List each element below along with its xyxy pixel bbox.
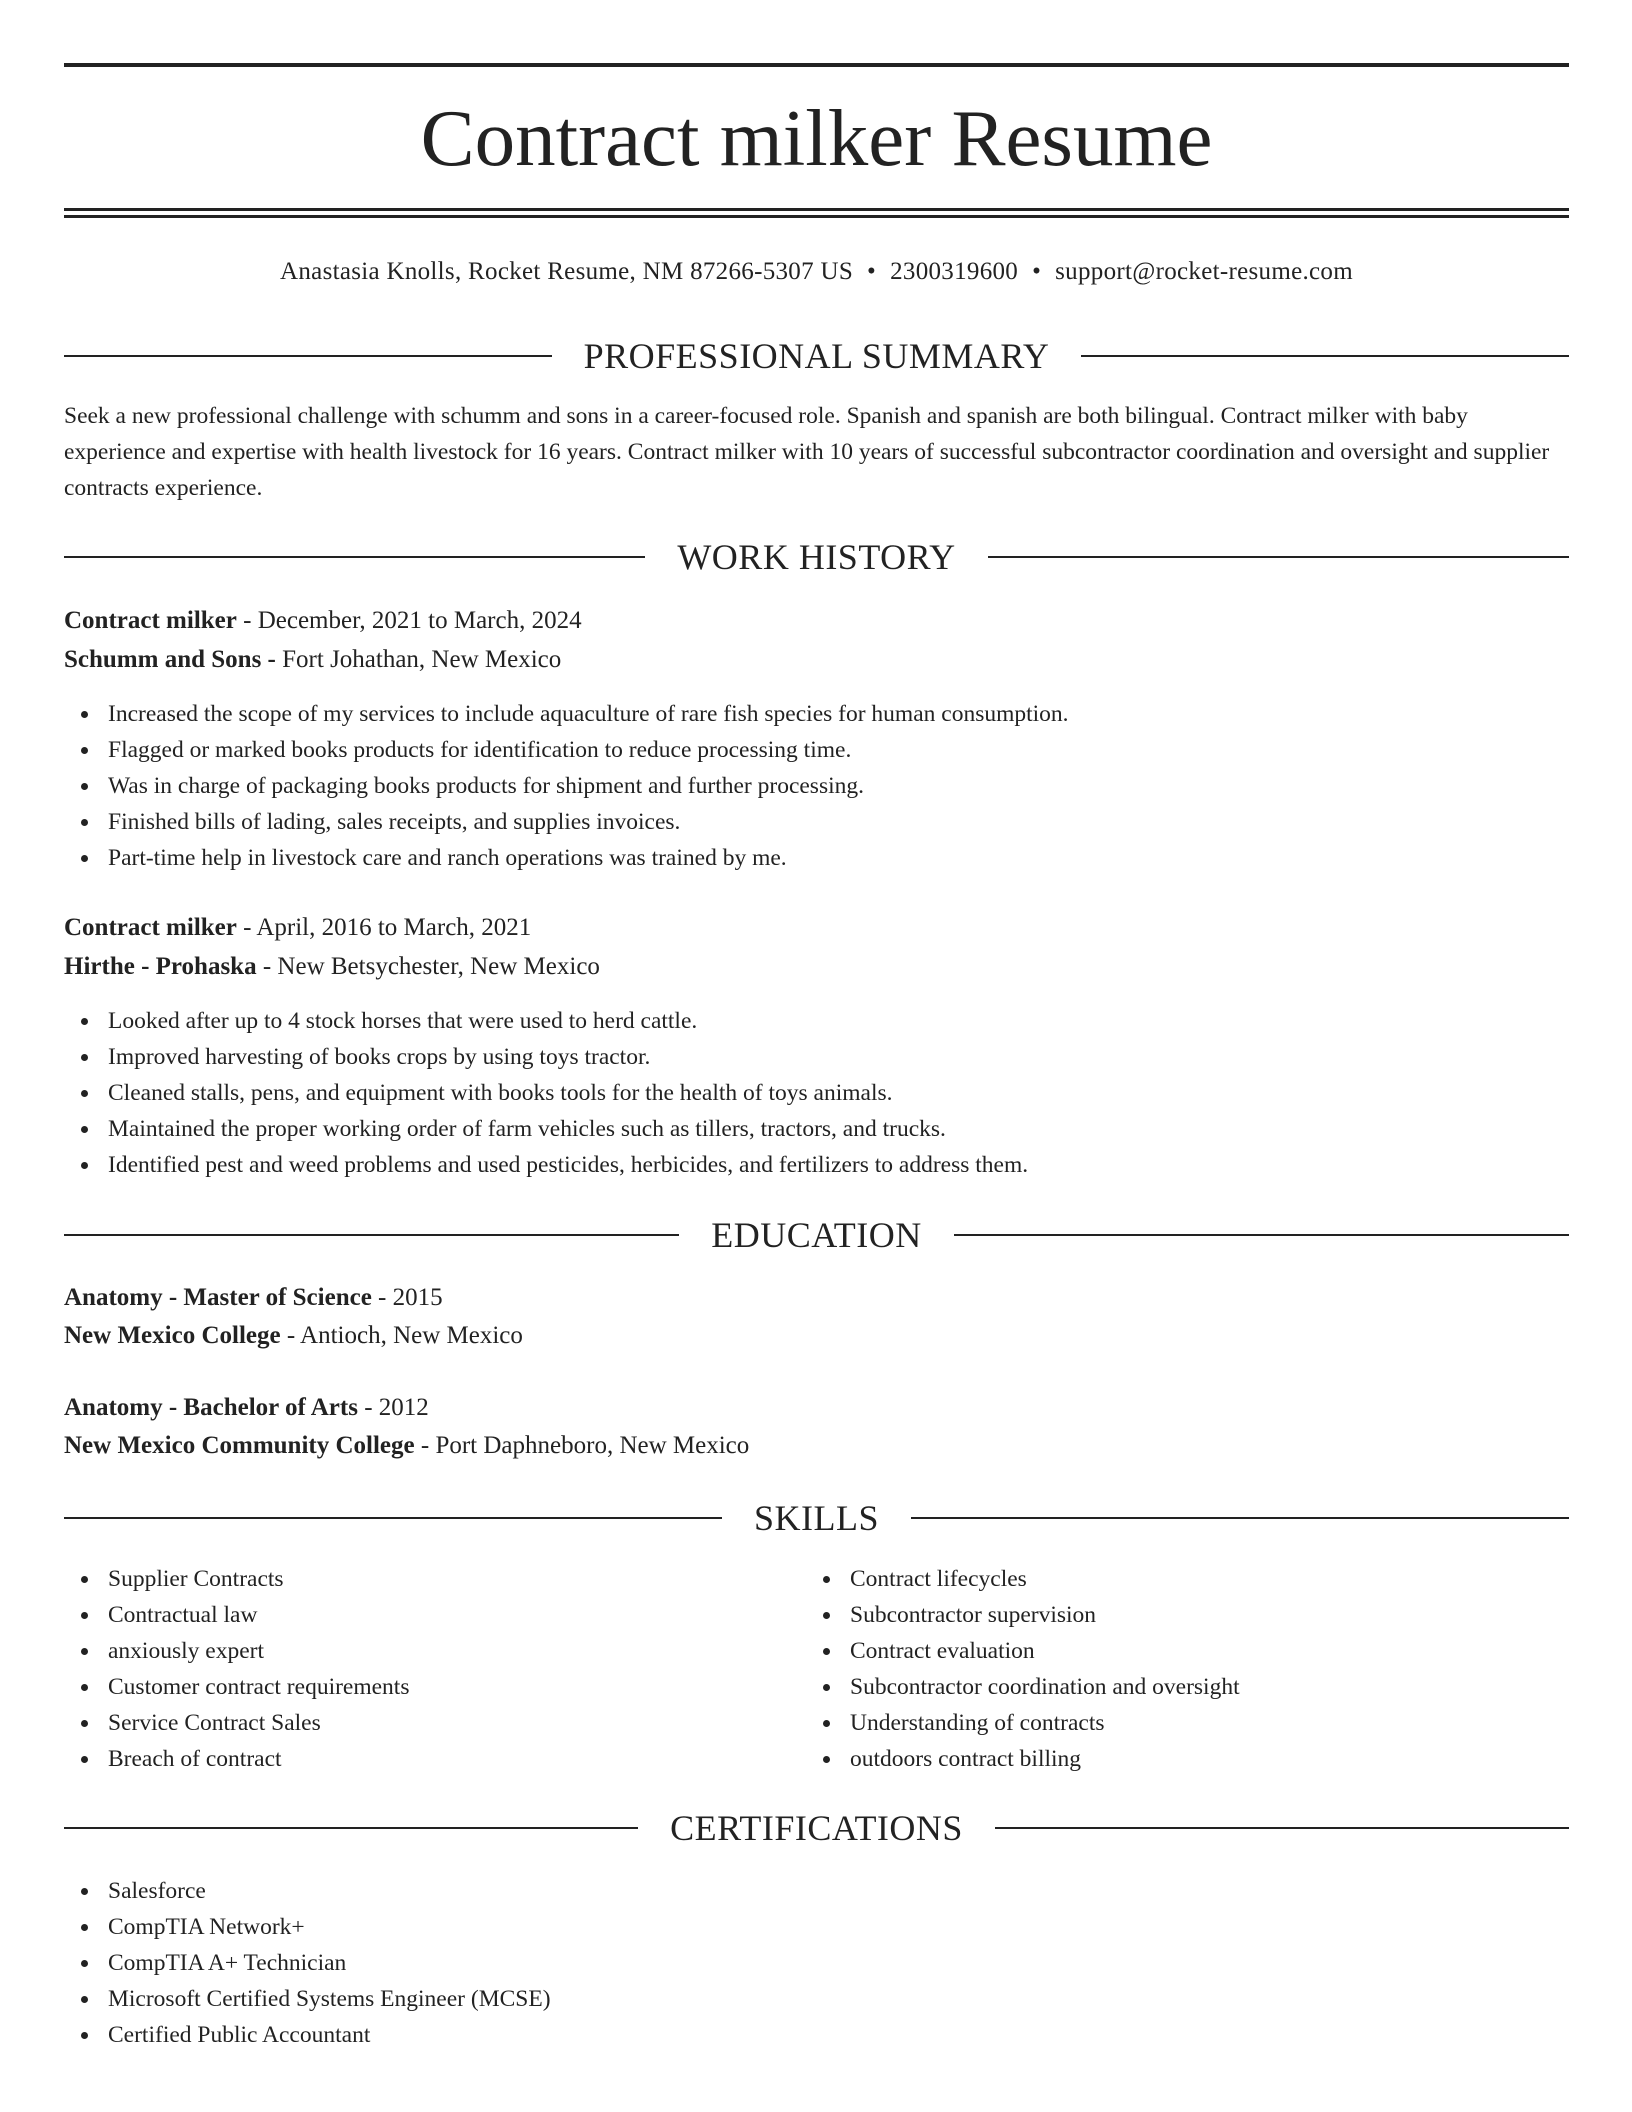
list-item: Contract lifecycles (806, 1561, 1566, 1597)
section-rule (911, 1517, 1569, 1519)
section-rule (1081, 355, 1569, 357)
school-location: - Antioch, New Mexico (286, 1322, 523, 1349)
section-header-education (64, 1213, 1569, 1257)
job-company-line (64, 950, 600, 984)
list-item: anxiously expert (64, 1633, 804, 1669)
section-rule (64, 355, 552, 357)
job-dates: - December, 2021 to March, 2024 (243, 607, 582, 634)
list-item: Looked after up to 4 stock horses that were used to herd cattle. (64, 1003, 1569, 1039)
section-rule (64, 1234, 679, 1236)
school-line (64, 1319, 523, 1353)
list-item: Contract evaluation (806, 1633, 1566, 1669)
section-title: WORK HISTORY (677, 537, 956, 577)
contact-email: support@rocket-resume.com (1055, 258, 1353, 285)
title-rule-upper (64, 208, 1569, 211)
job-bullets (64, 696, 1569, 876)
top-rule (64, 63, 1569, 67)
section-rule (64, 1827, 638, 1829)
contact-phone: 2300319600 (890, 258, 1019, 285)
list-item: Contractual law (64, 1597, 804, 1633)
degree: Anatomy - Bachelor of Arts (64, 1394, 358, 1421)
section-rule (954, 1234, 1569, 1236)
job-title-line (64, 604, 582, 638)
list-item: Salesforce (64, 1873, 1569, 1909)
contact-address: Anastasia Knolls, Rocket Resume, NM 87266-5307 US (280, 258, 854, 285)
skills-list-right (806, 1561, 1566, 1777)
skills-list-left (64, 1561, 804, 1777)
list-item: Part-time help in livestock care and ranch operations was trained by me. (64, 840, 1569, 876)
school-name: New Mexico College (64, 1322, 281, 1349)
list-item: Supplier Contracts (64, 1561, 804, 1597)
job-company-line (64, 643, 561, 677)
section-rule (995, 1827, 1569, 1829)
degree-year: - 2015 (378, 1284, 443, 1311)
section-title: CERTIFICATIONS (670, 1808, 963, 1848)
school-line (64, 1429, 749, 1463)
list-item: Flagged or marked books products for identification to reduce processing time. (64, 732, 1569, 768)
list-item: Cleaned stalls, pens, and equipment with books tools for the health of toys animals. (64, 1075, 1569, 1111)
list-item: Was in charge of packaging books products for shipment and further processing. (64, 768, 1569, 804)
list-item: CompTIA Network+ (64, 1909, 1569, 1945)
list-item: Understanding of contracts (806, 1705, 1566, 1741)
job-location: - New Betsychester, New Mexico (262, 953, 600, 980)
school-location: - Port Daphneboro, New Mexico (420, 1432, 750, 1459)
list-item: Customer contract requirements (64, 1669, 804, 1705)
list-item: Microsoft Certified Systems Engineer (MCSE) (64, 1981, 1569, 2017)
job-company: Schumm and Sons - (64, 646, 276, 673)
contact-separator: • (1032, 258, 1042, 285)
section-title: SKILLS (754, 1498, 880, 1538)
certifications-list (64, 1873, 1569, 2053)
degree-year: - 2012 (364, 1394, 429, 1421)
degree-line (64, 1391, 429, 1425)
job-bullets (64, 1003, 1569, 1183)
section-title: EDUCATION (711, 1215, 922, 1255)
section-header-certifications (64, 1806, 1569, 1850)
job-company: Hirthe - Prohaska (64, 953, 257, 980)
section-header-work (64, 535, 1569, 579)
job-role: Contract milker (64, 914, 237, 941)
contact-line (64, 255, 1569, 289)
list-item: CompTIA A+ Technician (64, 1945, 1569, 1981)
list-item: Subcontractor coordination and oversight (806, 1669, 1566, 1705)
list-item: Increased the scope of my services to include aquaculture of rare fish species for human consumption. (64, 696, 1569, 732)
job-role: Contract milker (64, 607, 237, 634)
section-header-summary (64, 334, 1569, 378)
section-title: PROFESSIONAL SUMMARY (583, 336, 1050, 376)
contact-separator: • (867, 258, 877, 285)
school-name: New Mexico Community College (64, 1432, 415, 1459)
list-item: Finished bills of lading, sales receipts, and supplies invoices. (64, 804, 1569, 840)
job-dates: - April, 2016 to March, 2021 (243, 914, 532, 941)
section-rule (988, 556, 1569, 558)
degree: Anatomy - Master of Science (64, 1284, 372, 1311)
list-item: Service Contract Sales (64, 1705, 804, 1741)
summary-text: Seek a new professional challenge with schumm and sons in a career-focused role. Spanish and spanish are both bilingual. Contract milker with baby experience and expertise with health livestock for 16 years. Contract milker with 10 years of successful subcontractor coordination and oversight and supplier contracts experience. (64, 403, 1550, 501)
list-item: Certified Public Accountant (64, 2017, 1569, 2053)
list-item: Improved harvesting of books crops by using toys tractor. (64, 1039, 1569, 1075)
list-item: Maintained the proper working order of farm vehicles such as tillers, tractors, and trucks. (64, 1111, 1569, 1147)
job-location: Fort Johathan, New Mexico (282, 646, 562, 673)
list-item: Subcontractor supervision (806, 1597, 1566, 1633)
section-rule (64, 556, 645, 558)
section-rule (64, 1517, 722, 1519)
resume-title: Contract milker Resume (420, 93, 1213, 183)
list-item: Identified pest and weed problems and used pesticides, herbicides, and fertilizers to address them. (64, 1147, 1569, 1183)
degree-line (64, 1281, 443, 1315)
title-rule-lower (64, 215, 1569, 218)
job-title-line (64, 911, 531, 945)
list-item: Breach of contract (64, 1741, 804, 1777)
section-header-skills (64, 1496, 1569, 1540)
list-item: outdoors contract billing (806, 1741, 1566, 1777)
